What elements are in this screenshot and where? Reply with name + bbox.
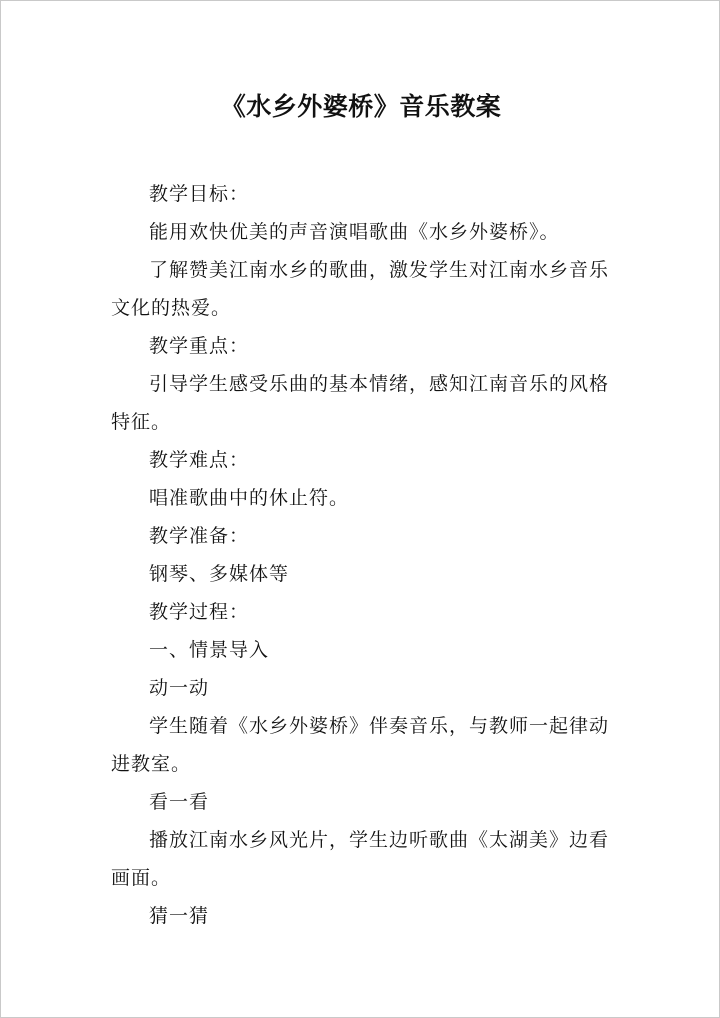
document-body [111,175,613,935]
paragraph: 引导学生感受乐曲的基本情绪，感知江南音乐的风格特征。 [111,373,610,433]
subheading: 动一动 [149,677,210,699]
paragraph: 播放江南水乡风光片，学生边听歌曲《太湖美》边看画面。 [111,829,610,889]
heading-teaching-objectives: 教学目标： [149,183,250,205]
heading-difficult-points: 教学难点： [149,449,250,471]
paragraph: 唱准歌曲中的休止符。 [149,487,350,509]
heading-key-points: 教学重点： [149,335,250,357]
paragraph: 钢琴、多媒体等 [149,563,290,585]
paragraph: 能用欢快优美的声音演唱歌曲《水乡外婆桥》。 [149,221,560,243]
heading-teaching-process: 教学过程： [149,601,250,623]
paragraph: 学生随着《水乡外婆桥》伴奏音乐，与教师一起律动进教室。 [111,715,610,775]
heading-teaching-preparation: 教学准备： [149,525,250,547]
subheading: 看一看 [149,791,210,813]
document-title: 《水乡外婆桥》音乐教案 [220,92,502,121]
paragraph: 了解赞美江南水乡的歌曲，激发学生对江南水乡音乐文化的热爱。 [111,259,610,319]
subheading: 猜一猜 [149,905,210,927]
section-heading: 一、情景导入 [149,639,270,661]
